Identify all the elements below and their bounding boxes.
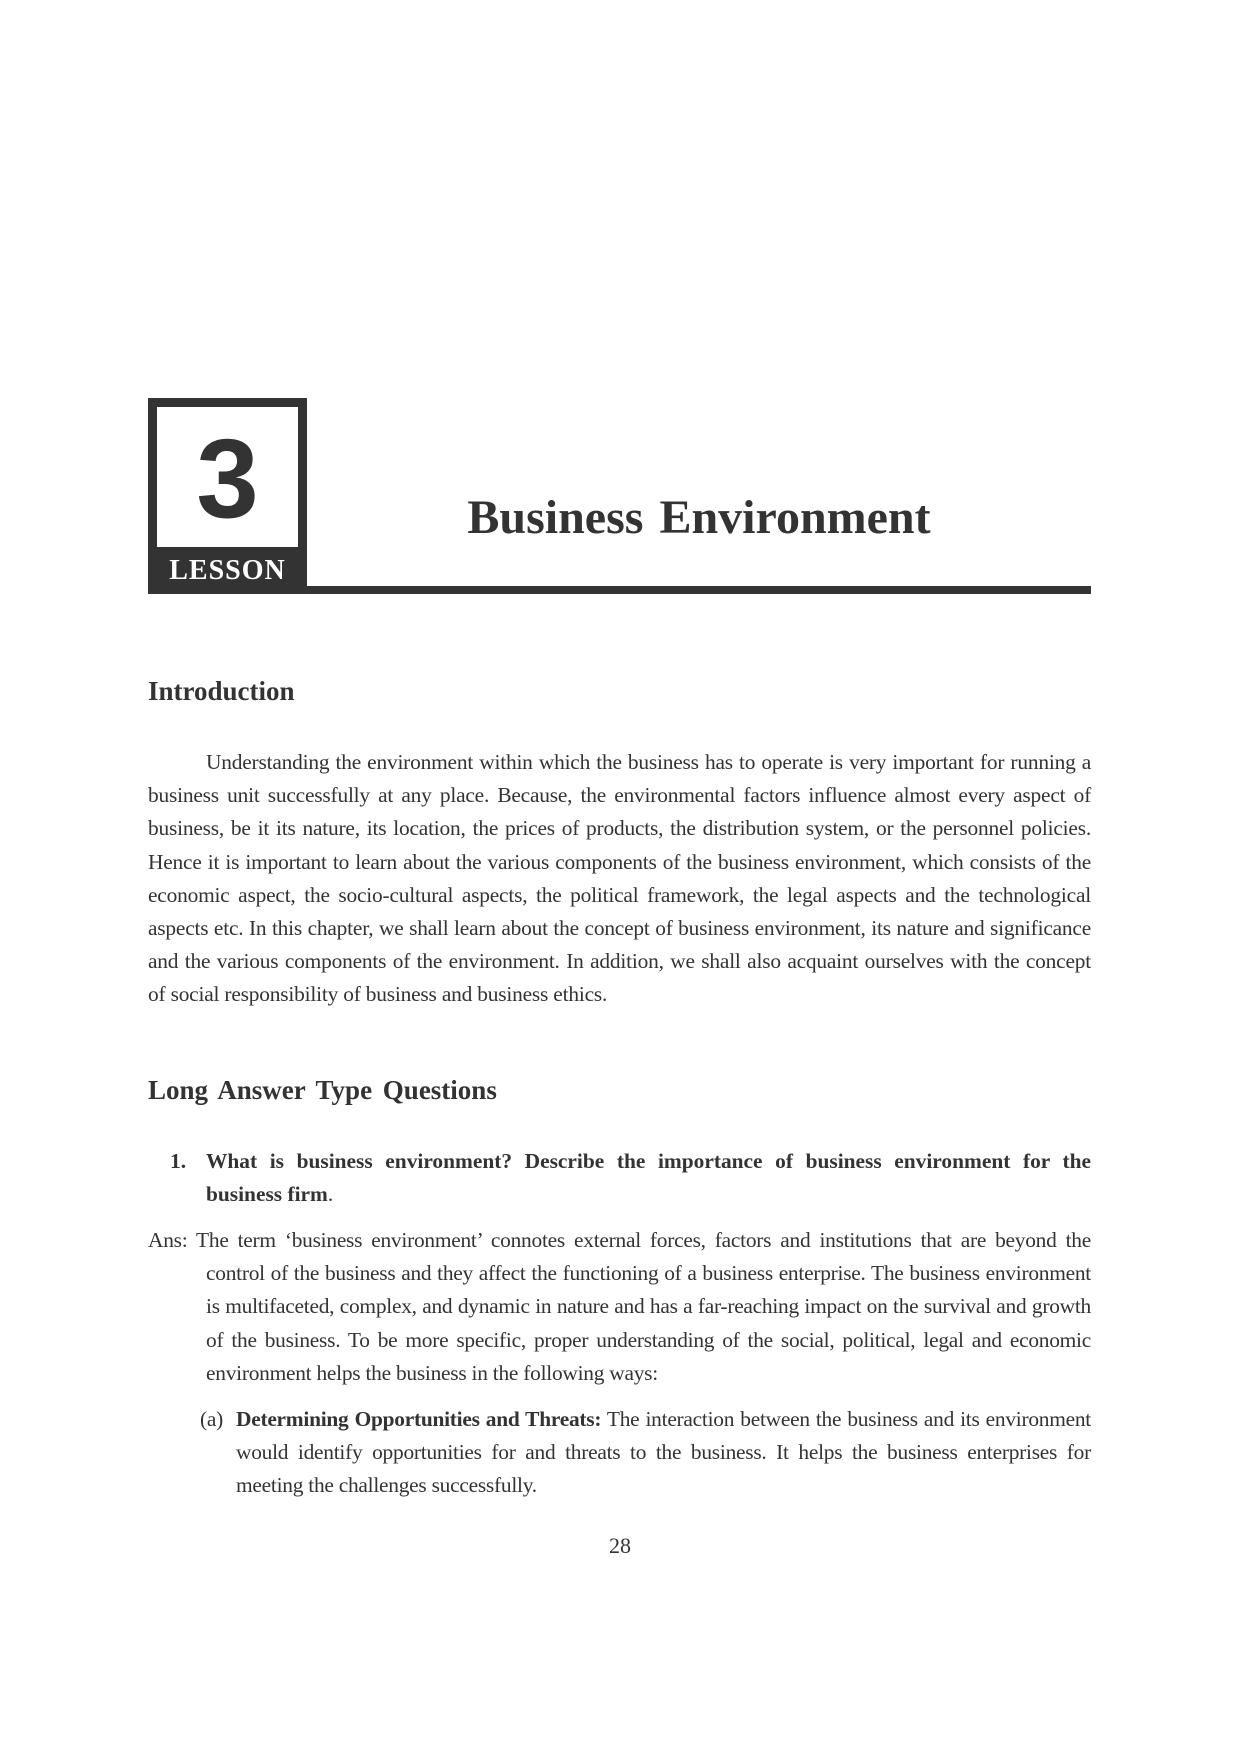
introduction-paragraph: Understanding the environment within which the business has to operate is very important for running a business unit successfully at any place. Because, the environmental factors influence almost every aspect of business, be it its nature, its location, the prices of products, the distribution system, or the personnel policies. Hence it is important to learn about the various components of the business environment, which consists of the economic aspect, the socio-cultural aspects, the political framework, the legal aspects and the technological aspects etc. In this chapter, we shall learn about the concept of business environment, its nature and significance and the various components of the environment. In addition, we shall also acquaint ourselves with the concept of social responsibility of business and business ethics. [148,750,1091,1007]
question-text-wrap [206,1145,1091,1211]
introduction-heading: Introduction [148,676,295,706]
answer-1: Ans: The term ‘business environment’ connotes external forces, factors and institutions that are beyond the control of the business and they affect the functioning of a business enterprise. The business environment is multifaceted, complex, and dynamic in nature and has a far-reaching impact on the survival and growth of the business. To be more specific, proper understanding of the social, political, legal and economic environment helps the business in the following ways: [148,1228,1091,1385]
lesson-label: LESSON [169,554,286,586]
question-text: What is business environment? Describe the importance of business environment for the business firm [206,1149,1091,1207]
page-number: 28 [609,1533,631,1558]
point-text: The interaction between the business and its environment would identify opportunities for and threats to the business. It helps the business enterprises for meeting the challenges successfully. [236,1407,1091,1498]
question-1 [170,1145,1091,1211]
lesson-number-panel [157,407,298,547]
question-number: 1. [170,1149,187,1173]
point-marker: (a) [200,1407,223,1431]
lesson-number: 3 [196,416,259,541]
title-rule [307,586,1091,594]
point-title: Determining Opportunities and Threats: [236,1407,602,1431]
question-trailing: . [327,1182,334,1207]
answer-point-a [200,1403,1091,1503]
chapter-title: Business Environment [467,491,931,544]
lesson-badge [148,398,307,594]
long-answer-heading: Long Answer Type Questions [148,1075,497,1105]
